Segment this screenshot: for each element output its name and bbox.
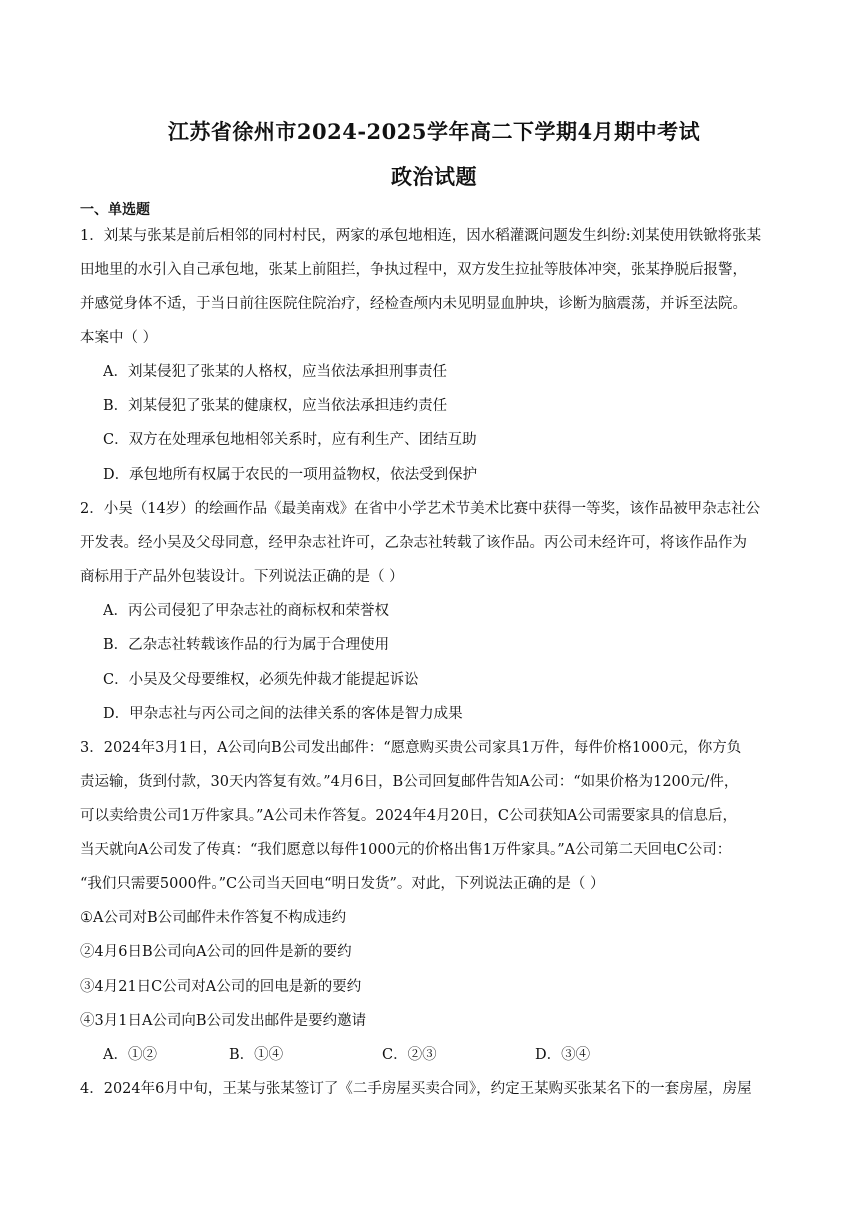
q3-choice-a: A．①② <box>103 1047 157 1063</box>
q2-line-1: 2．小吴（14岁）的绘画作品《最美南戏》在省中小学艺术节美术比赛中获得一等奖，该作品被甲杂志社公 <box>80 501 761 517</box>
q2-option-c: C．小吴及父母要维权，必须先仲裁才能提起诉讼 <box>103 672 419 688</box>
q1-line-4: 本案中（ ） <box>80 330 158 346</box>
q2-line-2: 开发表。经小吴及父母同意，经甲杂志社许可，乙杂志社转载了该作品。丙公司未经许可，将该作品作为 <box>80 535 747 551</box>
q1-option-c: C．双方在处理承包地相邻关系时，应有利生产、团结互助 <box>103 432 477 448</box>
q3-line-1: 3．2024年3月1日，A公司向B公司发出邮件：“愿意购买贵公司家具1万件，每件价格1000元，你方负 <box>80 740 742 756</box>
q3-statement-4: ④3月1日A公司向B公司发出邮件是要约邀请 <box>80 1013 367 1029</box>
q1-option-d: D．承包地所有权属于农民的一项用益物权，依法受到保护 <box>103 467 478 483</box>
document-subtitle: 政治试题 <box>391 164 477 189</box>
q3-line-3: 可以卖给贵公司1万件家具。”A公司未作答复。2024年4月20日，C公司获知A公司需要家具的信息后， <box>80 808 737 824</box>
q3-statement-2: ②4月6日B公司向A公司的回件是新的要约 <box>80 944 352 960</box>
q3-line-4: 当天就向A公司发了传真：“我们愿意以每件1000元的价格出售1万件家具。”A公司第二天回电C公司： <box>80 842 732 858</box>
section-heading: 一、单选题 <box>80 202 150 218</box>
q2-line-3: 商标用于产品外包装设计。下列说法正确的是（ ） <box>80 569 404 585</box>
q1-line-2: 田地里的水引入自己承包地，张某上前阻拦，争执过程中，双方发生拉扯等肢体冲突，张某挣脱后报警， <box>80 262 747 278</box>
document-title: 江苏省徐州市2024-2025学年高二下学期4月期中考试 <box>167 119 701 144</box>
q4-line-1: 4．2024年6月中旬，王某与张某签订了《二手房屋买卖合同》，约定王某购买张某名下的一套房屋，房屋 <box>80 1081 752 1097</box>
q3-line-5: “我们只需要5000件。”C公司当天回电“明日发货”。对此，下列说法正确的是（ ） <box>80 876 605 892</box>
q1-option-a: A．刘某侵犯了张某的人格权，应当依法承担刑事责任 <box>103 364 447 380</box>
q1-line-1: 1．刘某与张某是前后相邻的同村村民，两家的承包地相连，因水稻灌溉问题发生纠纷:刘某使用铁锨将张某 <box>80 228 762 244</box>
q3-choice-b: B．①④ <box>229 1047 284 1063</box>
q3-statement-1: ①A公司对B公司邮件未作答复不构成违约 <box>80 910 347 926</box>
q3-line-2: 责运输，货到付款，30天内答复有效。”4月6日，B公司回复邮件告知A公司：“如果价格为1200元/件， <box>80 774 739 790</box>
q1-line-3: 并感觉身体不适，于当日前往医院住院治疗，经检查颅内未见明显血肿块，诊断为脑震荡，并诉至法院。 <box>80 296 747 312</box>
q1-option-b: B．刘某侵犯了张某的健康权，应当依法承担违约责任 <box>103 398 448 414</box>
q2-option-b: B．乙杂志社转载该作品的行为属于合理使用 <box>103 637 390 653</box>
q2-option-a: A．丙公司侵犯了甲杂志社的商标权和荣誉权 <box>103 603 389 619</box>
q3-choice-c: C．②③ <box>382 1047 437 1063</box>
q3-choice-d: D．③④ <box>535 1047 591 1063</box>
q3-statement-3: ③4月21日C公司对A公司的回电是新的要约 <box>80 979 362 995</box>
q2-option-d: D．甲杂志社与丙公司之间的法律关系的客体是智力成果 <box>103 706 463 722</box>
